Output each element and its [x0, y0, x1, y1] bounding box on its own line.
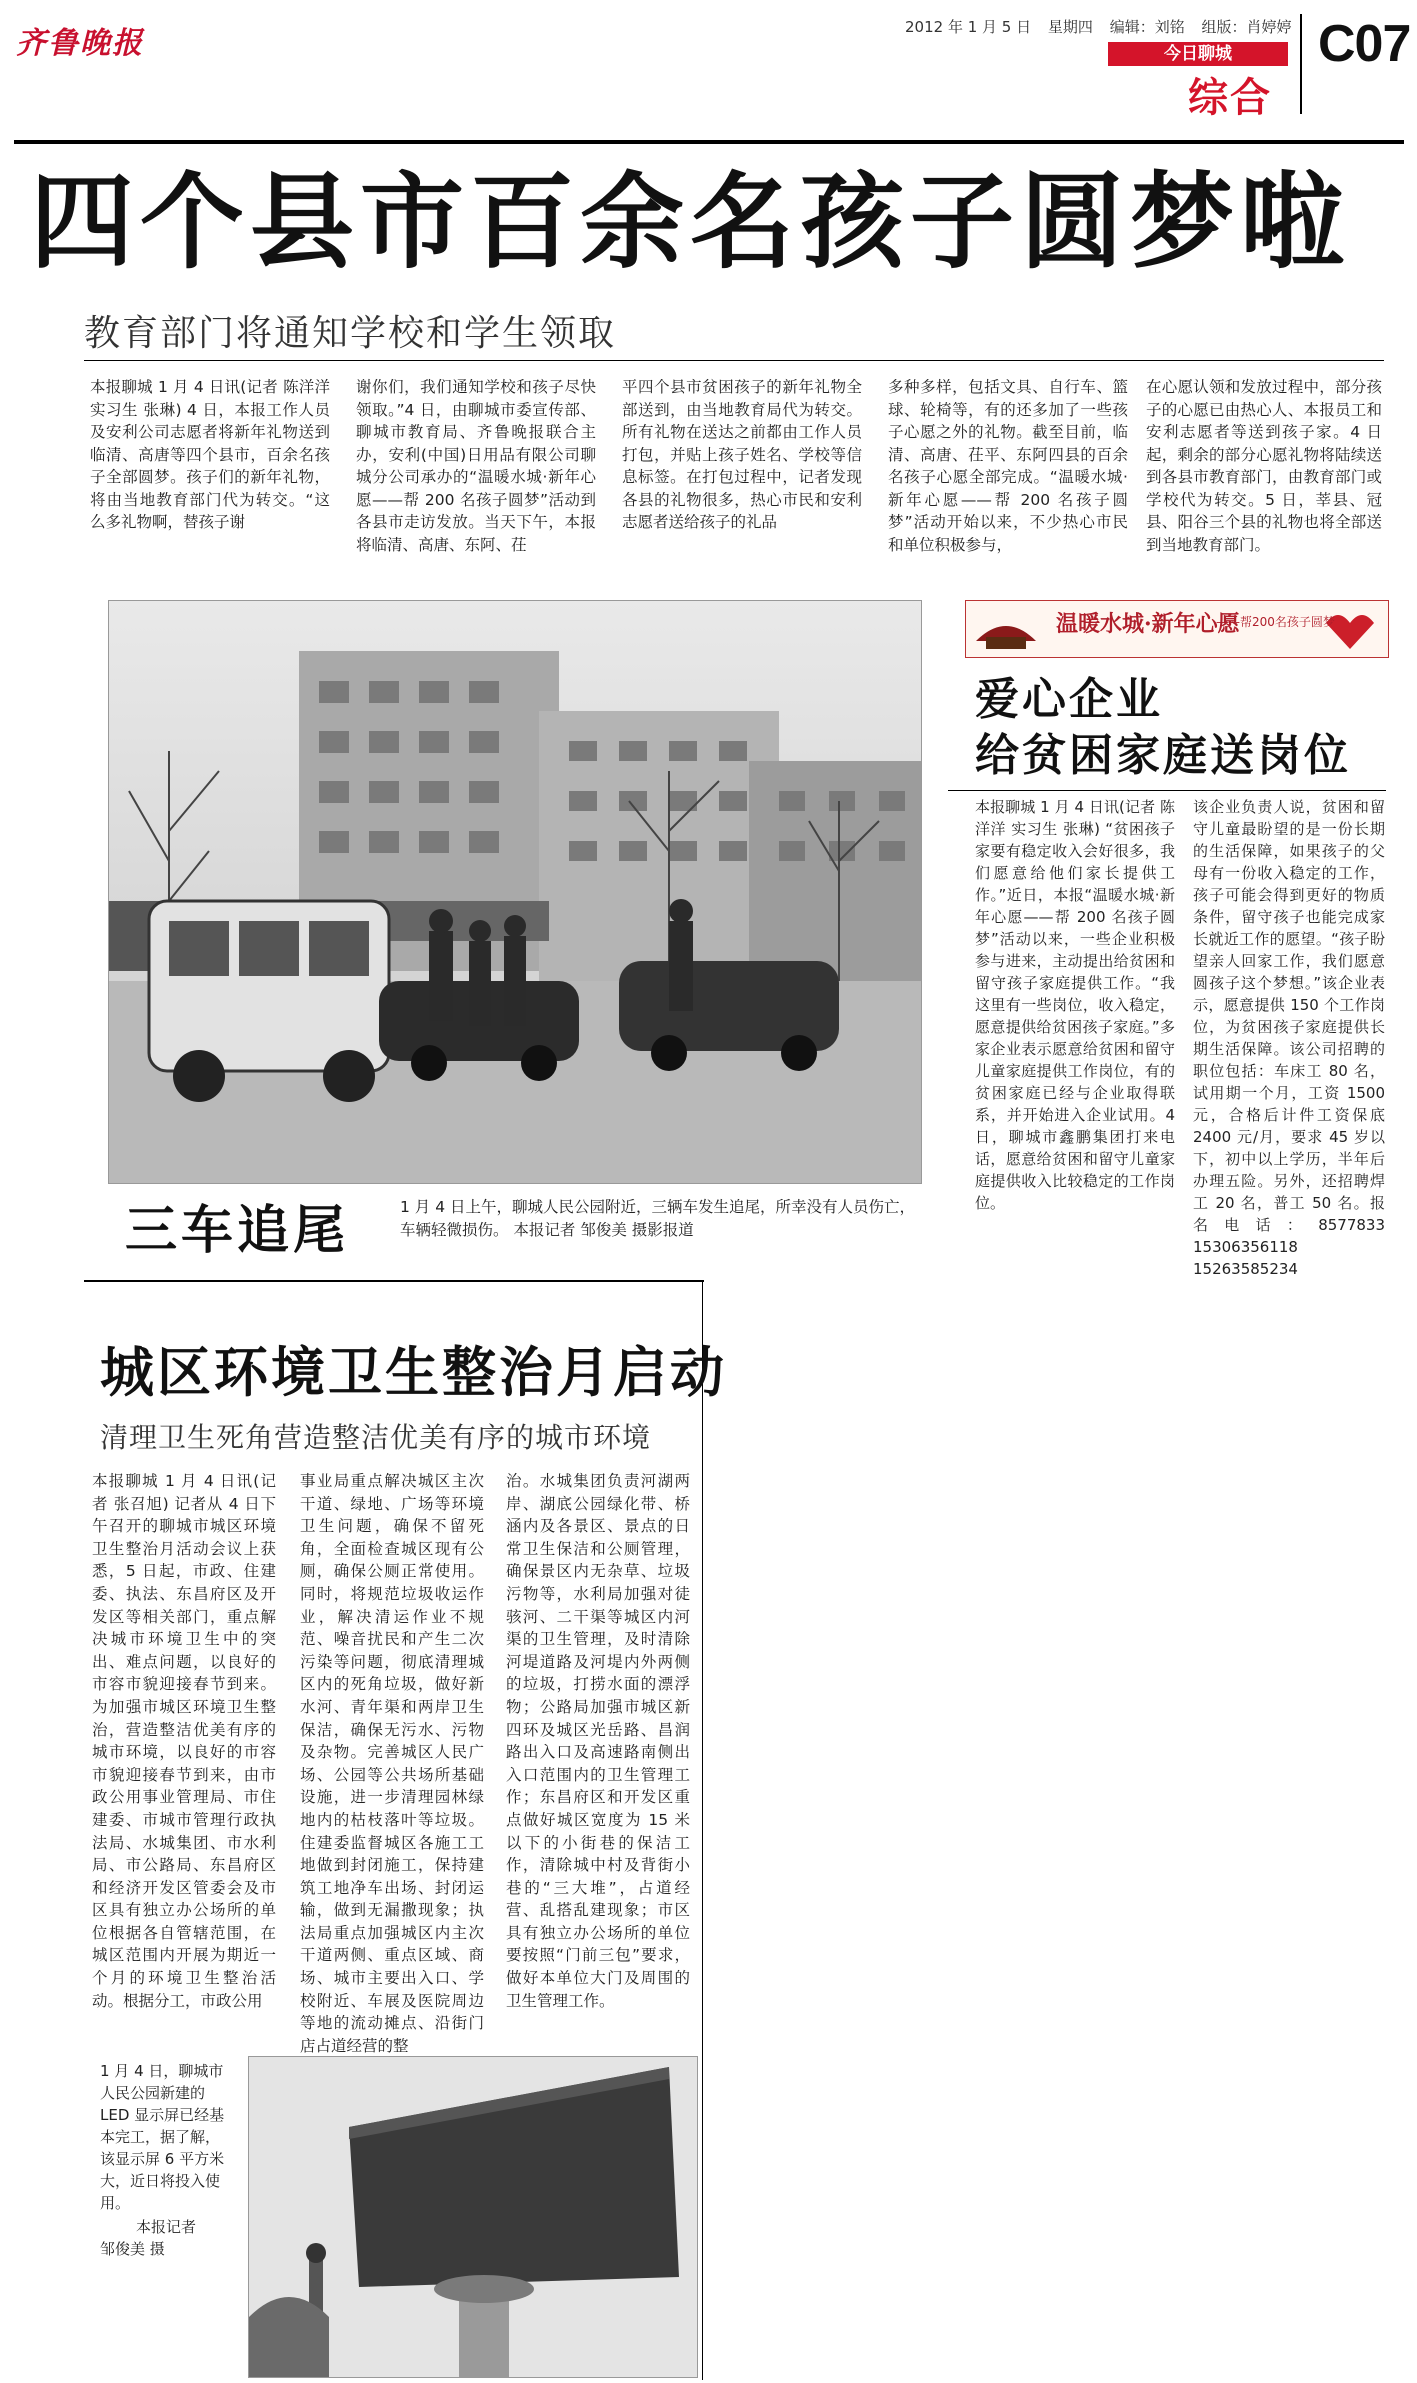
love-rule [948, 790, 1386, 791]
lead-rule [84, 360, 1384, 361]
photo2-credit-1: 本报记者 [135, 2218, 196, 2236]
led-screen-photo [248, 2056, 698, 2378]
photo2-credit-2: 邹俊美 摄 [100, 2240, 165, 2258]
love-col-1 [975, 796, 1175, 1214]
issue-date: 2012 年 1 月 5 日 [905, 18, 1032, 36]
issue-weekday: 星期四 [1047, 18, 1093, 36]
banner-sub: ——帮200名孩子圆梦 [1216, 615, 1335, 629]
lead-headline: 四个县市百余名孩子圆梦啦 [30, 161, 1351, 283]
env-headline: 城区环境卫生整治月启动 [100, 1341, 727, 1404]
issue-editor: 编辑：刘铭 [1109, 18, 1185, 36]
lead-subhead: 教育部门将通知学校和学生领取 [84, 313, 617, 354]
love-col-2 [1193, 796, 1385, 1280]
env-col-1-text: 本报聊城 1 月 4 日讯(记者 张召旭) 记者从 4 日下午召开的聊城市城区环境卫生整治月活动会议上获悉，5 日起，市政、住建委、执法、东昌府区及开发区等相关部门，重点解决城市环境卫生中的突出、难点问题，以良好的市容市貌迎接春节到来。为加强市城区环境卫生整治，营造整洁优美有序的城市环境，以良好的市容市貌迎接春节到来，由市政公用事业管理局、市住建委、市城市管理行政执法局、水城集团、市水利局、市公路局、东昌府区和经济开发区管委会及市区具有独立办公场所的单位根据各自管辖范围，在城区范围内开展为期近一个月的环境卫生整治活动。根据分工，市政公用 [92, 1472, 276, 2010]
banner-title: 温暖水城·新年心愿 [1056, 611, 1240, 637]
lead-col-5 [1146, 376, 1382, 556]
mid-rule [84, 1280, 704, 1282]
page-number: C07 [1318, 15, 1411, 73]
lead-col-2-text: 谢你们，我们通知学校和孩子尽快领取。”4 日，由聊城市委宣传部、聊城市教育局、齐鲁晚报联合主办，安利(中国)日用品有限公司聊城分公司承办的“温暖水城·新年心愿——帮 200 名孩子圆梦”活动到各县市走访发放。当天下午，本报将临清、高唐、东阿、茌 [356, 378, 596, 554]
love-col-2-text: 该企业负责人说，贫困和留守儿童最盼望的是一份长期的生活保障，如果孩子的父母有一份收入稳定的工作，孩子可能会得到更好的物质条件，留守孩子也能完成家长就近工作的愿望。“孩子盼望亲人回家工作，我们愿意圆孩子这个梦想。”该企业表示，愿意提供 150 个工作岗位，为贫困孩子家庭提供长期生活保障。该公司招聘的职位包括：车床工 80 名，试用期一个月，工资 1500 元，合格后计件工资保底 2400 元/月，要求 45 岁以下，初中以上学历，半年后办理五险。另外，还招聘焊工 20 名，普工 50 名。报名电话：8577833 15306356118 15263585234 [1193, 798, 1385, 1278]
env-col-2 [300, 1470, 484, 2057]
env-col-3-text: 治。水城集团负责河湖两岸、湖底公园绿化带、桥涵内及各景区、景点的日常卫生保洁和公厕管理，确保景区内无杂草、垃圾污物等，水利局加强对徒骇河、二干渠等城区内河渠的卫生管理，及时清除河堤道路及河堤内外两侧的垃圾，打捞水面的漂浮物；公路局加强市城区新四环及城区光岳路、昌润路出入口及高速路南侧出入口范围内的卫生管理工作；东昌府区和开发区重点做好城区宽度为 15 米以下的小街巷的保洁工作，清除城中村及背街小巷的“三大堆”，占道经营、乱搭乱建现象；市区具有独立办公场所的单位要按照“门前三包”要求，做好本单位大门及周围的卫生管理工作。 [506, 1472, 690, 2010]
love-col-1-text: 本报聊城 1 月 4 日讯(记者 陈洋洋 实习生 张琳) “贫困孩子家要有稳定收入会好很多，我们愿意给他们家长提供工作。”近日，本报“温暖水城·新年心愿——帮 200 名孩子圆梦”活动以来，一些企业积极参与进来，主动提出给贫困和留守孩子家庭提供工作。“我这里有一些岗位，收入稳定，愿意提供给贫困孩子家庭。”多家企业表示愿意给贫困和留守儿童家庭提供工作岗位，有的贫困家庭已经与企业取得联系，并开始进入企业试用。4 日，聊城市鑫鹏集团打来电话，愿意给贫困和留守儿童家庭提供收入比较稳定的工作岗位。 [975, 798, 1175, 1212]
lead-col-2 [356, 376, 596, 556]
photo1-caption-title: 三车追尾 [125, 1201, 350, 1261]
issue-meta [905, 16, 1304, 37]
accident-photo-drawing [109, 601, 921, 1183]
photo1-caption: 1 月 4 日上午，聊城人民公园附近，三辆车发生追尾，所幸没有人员伤亡，车辆轻微损伤。 本报记者 邹俊美 摄影报道 [400, 1198, 916, 1239]
lead-col-1-text: 本报聊城 1 月 4 日讯(记者 陈洋洋 实习生 张琳) 4 日，本报工作人员及安利公司志愿者将新年礼物送到临清、高唐等四个县市，百余名孩子全部圆梦。孩子们的新年礼物，将由当地教育部门代为转交。“这么多礼物啊，替孩子谢 [90, 378, 330, 531]
newspaper-logo: 齐鲁晚报 [16, 26, 144, 61]
love-headline-1: 爱心企业 [975, 674, 1163, 725]
env-col-1 [92, 1470, 276, 2012]
today-tag: 今日聊城 [1108, 42, 1288, 66]
masthead-divider [1300, 14, 1302, 114]
lead-col-4 [888, 376, 1128, 556]
mid-vertical-rule [702, 1280, 703, 2380]
love-headline-2: 给贫困家庭送岗位 [975, 730, 1351, 781]
accident-photo [108, 600, 922, 1184]
photo2-caption-text: 1 月 4 日，聊城市人民公园新建的 LED 显示屏已经基本完工，据了解，该显示屏 6 平方米大，近日将投入使用。 [100, 2062, 225, 2212]
section-label: 综合 [1188, 75, 1272, 121]
lead-col-1 [90, 376, 330, 534]
issue-layout: 组版：肖婷婷 [1201, 18, 1292, 36]
led-screen-photo-drawing [249, 2057, 697, 2377]
lead-col-5-text: 在心愿认领和发放过程中，部分孩子的心愿已由热心人、本报员工和安利志愿者等送到孩子家。4 日起，剩余的部分心愿礼物将陆续送到各县市教育部门，由教育部门或学校代为转交。5 日，莘县、冠县、阳谷三个县的礼物也将全部送到当地教育部门。 [1146, 378, 1382, 554]
top-rule [14, 140, 1404, 144]
lead-col-3 [622, 376, 862, 534]
lead-col-4-text: 多种多样，包括文具、自行车、篮球、轮椅等，有的还多加了一些孩子心愿之外的礼物。截至目前，临清、高唐、茌平、东阿四县的百余名孩子心愿全部完成。“温暖水城·新年心愿——帮 200 名孩子圆梦”活动开始以来，不少热心市民和单位积极参与， [888, 378, 1128, 554]
env-col-2-text: 事业局重点解决城区主次干道、绿地、广场等环境卫生问题，确保不留死角，全面检查城区现有公厕，确保公厕正常使用。同时，将规范垃圾收运作业，解决清运作业不规范、噪音扰民和产生二次污染等问题，彻底清理城区内的死角垃圾，做好新水河、青年渠和两岸卫生保洁，确保无污水、污物及杂物。完善城区人民广场、公园等公共场所基础设施，进一步清理园林绿地内的枯枝落叶等垃圾。住建委监督城区各施工工地做到封闭施工，保持建筑工地净车出场、封闭运输，做到无漏撒现象；执法局重点加强城区内主次干道两侧、重点区域、商场、城市主要出入口、学校附近、车展及医院周边等地的流动摊点、沿街门店占道经营的整 [300, 1472, 484, 2055]
photo2-caption [100, 2060, 232, 2260]
env-col-3 [506, 1470, 690, 2012]
campaign-banner [965, 600, 1389, 658]
lead-col-3-text: 平四个县市贫困孩子的新年礼物全部送到，由当地教育局代为转交。所有礼物在送达之前都由工作人员打包，并贴上孩子姓名、学校等信息标签。在打包过程中，记者发现各县的礼物很多，热心市民和安利志愿者送给孩子的礼品 [622, 378, 862, 531]
env-subhead: 清理卫生死角营造整洁优美有序的城市环境 [100, 1421, 652, 1454]
